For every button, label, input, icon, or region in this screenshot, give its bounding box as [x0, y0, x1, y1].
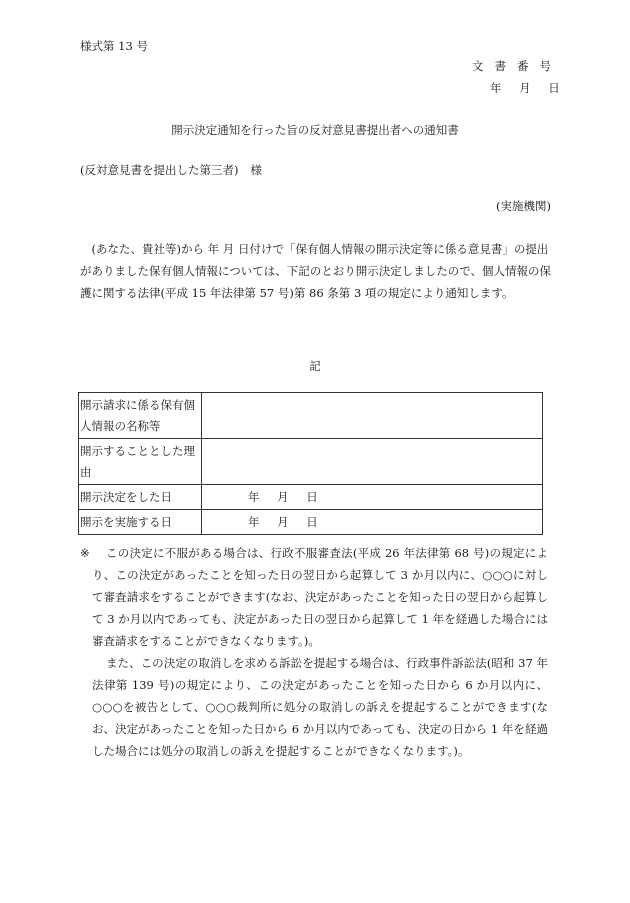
row-label: 開示請求に係る保有個人情報の名称等	[79, 393, 202, 439]
disclosure-info-table	[78, 392, 543, 535]
form-number: 様式第 13 号	[80, 39, 148, 53]
document-title: 開示決定通知を行った旨の反対意見書提出者への通知書	[171, 123, 459, 137]
table-row	[79, 510, 543, 535]
row-value	[202, 439, 543, 485]
lawsuit-note-text: また、この決定の取消しを求める訴訟を提起する場合は、行政事件訴訟法(昭和 37 年法律第 139 号)の規定により、この決定があったことを知った日から 6 か月以内に、○○○を被告として、○○○裁判所に処分の取消しの訴えを提起することができます(なお、決定があったことを知った日から 6 か月以内であっても、決定の日から 1 年を経過した場合には処分の取消しの訴えを提起することができなくなります。)。	[92, 656, 548, 758]
recipient-name: (反対意見書を提出した第三者)	[80, 163, 239, 177]
row-label: 開示を実施する日	[79, 510, 202, 535]
row-value: 年 月 日	[202, 485, 543, 510]
table-row	[79, 393, 543, 439]
notes-section	[78, 542, 548, 762]
document-number-label: 文書番号	[472, 59, 562, 73]
note-mark: ※	[80, 546, 90, 560]
table-row	[79, 439, 543, 485]
row-label: 開示決定をした日	[79, 485, 202, 510]
recipient-honorific: 様	[250, 163, 262, 177]
recipient-line	[80, 162, 262, 178]
notice-body-paragraph: (あなた、貴社等)から 年 月 日付けで「保有個人情報の開示決定等に係る意見書」の提出がありました保有個人情報については、下記のとおり開示決定しましたので、個人情報の保護に関する法律(平成 15 年法律第 57 号)第 86 条第 3 項の規定により通知します。	[80, 242, 552, 300]
row-label: 開示することとした理由	[79, 439, 202, 485]
row-value: 年 月 日	[202, 510, 543, 535]
issuing-agency: (実施機関)	[496, 199, 551, 213]
appeal-note	[78, 542, 548, 652]
table-row	[79, 485, 543, 510]
row-value	[202, 393, 543, 439]
issue-date-line: 年 月 日	[490, 81, 560, 95]
lawsuit-note	[78, 652, 548, 762]
ki-heading: 記	[309, 359, 321, 373]
appeal-note-text: この決定に不服がある場合は、行政不服審査法(平成 26 年法律第 68 号)の規定により、この決定があったことを知った日の翌日から起算して 3 か月以内に、○○○に対して審査請求をすることができます(なお、決定があったことを知った日の翌日から起算して 3 か月以内であっても、決定があった日の翌日から起算して 1 年を経過した場合には審査請求をすることができなくなります。)。	[92, 546, 548, 648]
